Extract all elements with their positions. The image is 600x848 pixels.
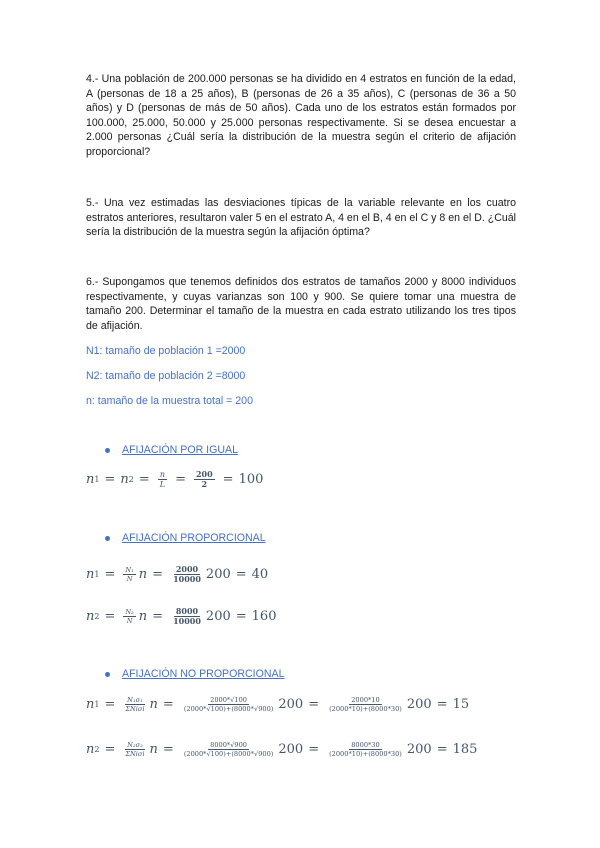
exercise-4-text: 4.- Una población de 200.000 personas se ha dividido en 4 estratos en función de la edad, A (personas de 18 a 25 años), B (personas de 26 a 35 años), C (personas de 36 a 50 años) y D (personas de más de 50 años). Cada uno de los estratos están formados por 100.000, 25.000, 50.000 y 25.000 personas respectivamente. Si se desea encuestar a 2.000 personas ¿Cuál sería la distribución de la muestra según el criterio de afijación proporcional? (86, 73, 516, 158)
exercise-6-text: 6.- Supongamos que tenemos definidos dos estratos de tamaños 2000 y 8000 individuos respectivamente, y cuyas varianzas son 100 y 900. Se quiere tomar una muestra de tamaño 200. Determinar el tamaño de la muestra en cada estrato utilizando los tres tipos de afijación. (86, 276, 516, 332)
definition-n2: N2: tamaño de población 2 =8000 (86, 370, 246, 382)
equation-no-proporcional-n2: n 2 = $\frac{\text{N₂σ₂}}{\text{ΣNiσi}}$ n = $\frac{8000*√900}{(2000*√100)+(8000*√900)}$ 200 = $\frac{8000*30}{(2000*10)+(8000*30)}$ 200 = 185 (86, 741, 478, 758)
bullet-icon (105, 448, 110, 453)
definition-n: n: tamaño de la muestra total = 200 (86, 395, 253, 407)
exercise-5-text: 5.- Una vez estimadas las desviaciones típicas de la variable relevante en los cuatro estratos anteriores, resultaron valer 5 en el estrato A, 4 en el B, 4 en el C y 8 en el D. ¿Cuál sería la distribución de la muestra según la afijación óptima? (86, 197, 516, 239)
equation-proporcional-n1: n 1 = $\frac{\text{N₁}}{N}$ n = $\frac{2000}{10000}$ 200 = 40 (86, 564, 269, 584)
heading-afijacion-no-proporcional: AFIJACIÓN NO PROPORCIONAL (105, 668, 284, 680)
equation-proporcional-n2: n 2 = $\frac{\text{N₂}}{N}$ n = $\frac{8000}{10000}$ 200 = 160 (86, 606, 277, 626)
equation-no-proporcional-n1: n 1 = $\frac{\text{N₁σ₁}}{\text{ΣNiσi}}$ n = $\frac{2000*√100}{(2000*√100)+(8000*√900)}$ 200 = $\frac{2000*10}{(2000*10)+(8000*30)}$ 200 = 15 (86, 696, 470, 713)
definition-n1: N1: tamaño de población 1 =2000 (86, 345, 246, 357)
bullet-icon (105, 672, 110, 677)
heading-afijacion-igual: AFIJACIÓN POR IGUAL (105, 444, 238, 456)
heading-afijacion-proporcional: AFIJACIÓN PROPORCIONAL (105, 532, 266, 544)
bullet-icon (105, 536, 110, 541)
equation-afijacion-igual: n 1 = n 2 = $\frac{n}{L}$ = $\frac{200}{2}$ = 100 (86, 469, 264, 489)
